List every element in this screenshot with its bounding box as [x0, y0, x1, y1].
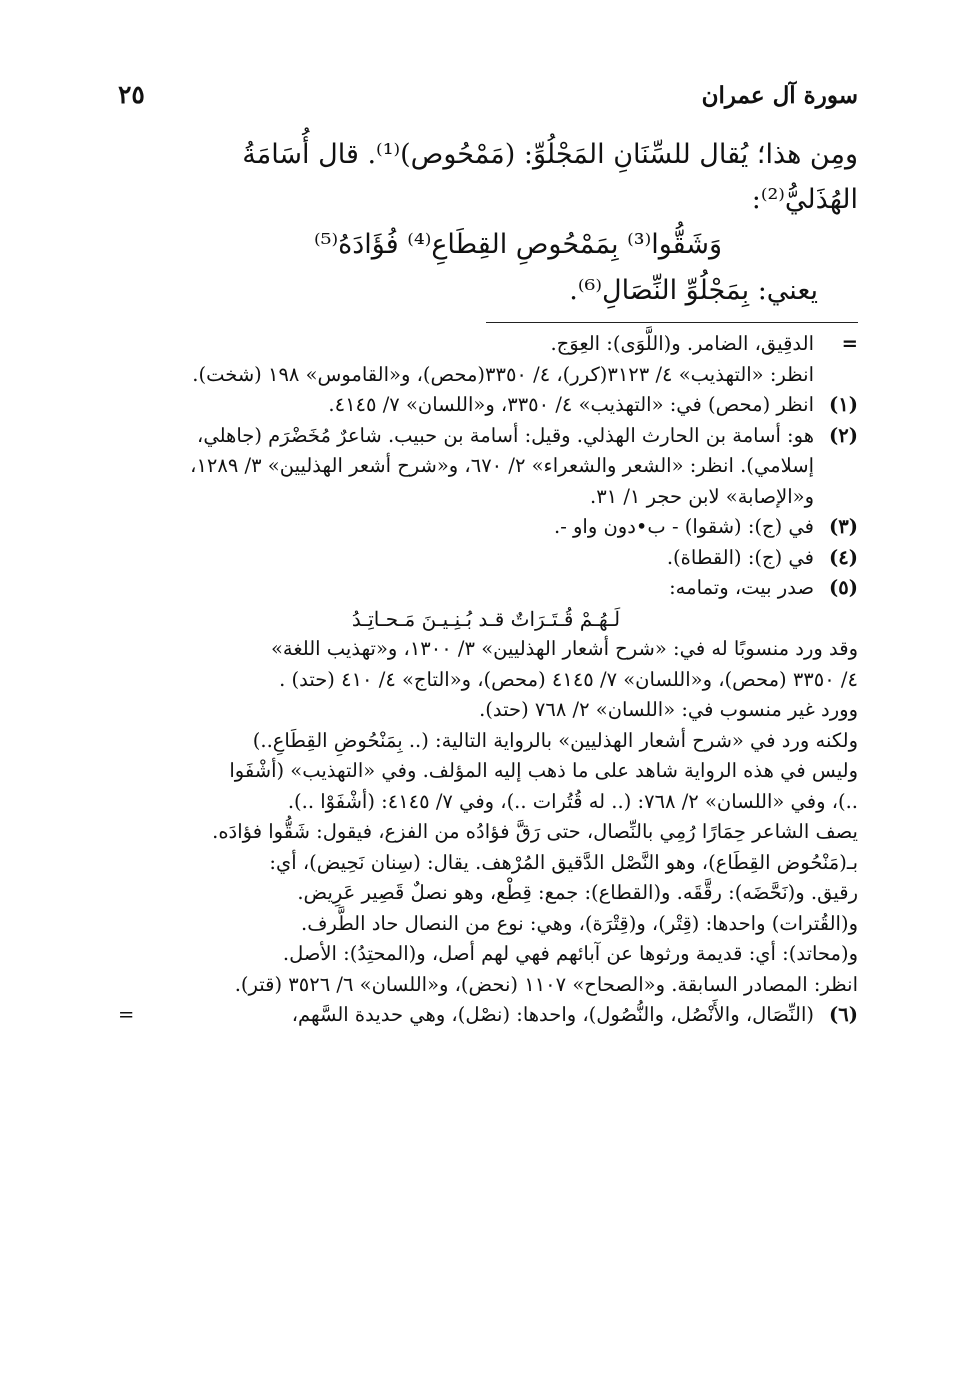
- continuation-marker: =: [118, 1003, 135, 1026]
- main-line: الهُذَليُّ⁽²⁾:: [751, 184, 858, 215]
- poem-hemistich: لَـهُـمْ قُـتَـرَاتٌ قـد بُـنِـيـنَ مَـحـاتِـدُ: [351, 606, 621, 631]
- footnote-line: هو: أسامة بن الحارث الهذلي. وقيل: أسامة بن حبيب. شاعرٌ مُخَضْرَم (جاهلي،: [197, 423, 814, 447]
- footnote-line: في (ج): (القطاة).: [666, 545, 814, 569]
- footnote-number: (٦): [829, 1003, 858, 1026]
- footnote-line: بـ(مَنْحُوض القِطَاع)، وهو النَّصْل الدَّقيق المُرْهف. يقال: (سِنان نَحِيض)، أي:: [269, 850, 858, 874]
- footnote-2: [118, 421, 858, 513]
- main-text: [118, 132, 858, 222]
- footnote-line: في (ج): (شقوا) - ب•دون واو -.: [554, 515, 814, 538]
- footnote-line: يصف الشاعر حِمَارًا رُمِي بالنِّصال، حتى رَقَّ فؤادُه من الفزع، فيقول: شَقُّوا فؤادَه.: [212, 820, 858, 843]
- surah-title: سورة آل عمران: [701, 82, 858, 109]
- footnote-line: (النِّصَال، والأَنْصُل، والنُّصُول)، واحدها: (نصْل)، وهي حديدة السَّهم،: [291, 1003, 814, 1026]
- explanation-line: يعني: بِمَجْلُوِّ النِّصَالِ⁽⁶⁾.: [569, 275, 818, 306]
- footnote-1: [118, 390, 858, 421]
- footnote-number: (٥): [829, 576, 858, 599]
- footnote-line: و«الإصابة» لابن حجر ١/ ٣١.: [589, 484, 814, 508]
- footnote-5: [118, 573, 858, 634]
- footnote-6: [118, 1000, 858, 1031]
- footnote-5-body: [118, 634, 858, 1000]
- footnote-number: (٤): [829, 545, 858, 569]
- footnote-line: انظر: المصادر السابقة. و«الصحاح» ١١٠٧ (نحض)، و«اللسان» ٦/ ٣٥٢٦ (قتر).: [234, 972, 858, 996]
- footnote-line: وقد ورد منسوبًا له في: «شرح أشعار الهذليين» ٣/ ١٣٠٠، و«تهذيب اللغة»: [270, 637, 858, 660]
- footnote-line: وورد غير منسوب في: «اللسان» ٢/ ٧٦٨ (حتد).: [479, 698, 858, 721]
- verse-line: وَشَقُّوا⁽³⁾ بِمَمْحُوصِ القِطَاعِ⁽⁴⁾ فُؤَادَهُ⁽⁵⁾: [314, 229, 722, 260]
- footnote-4: [118, 543, 858, 574]
- footnote-line: انظر (محص) في: «التهذيب» ٤/ ٣٣٥٠، و«اللسان» ٧/ ٤١٤٥.: [328, 393, 814, 416]
- footnote-line: ولكنه ورد في «شرح أشعار الهذليين» بالرواية التالية: (.. بِمَنْحُوضِ القِطَاعِ..): [252, 728, 858, 752]
- continuation-marker: =: [841, 332, 858, 355]
- footnote-line: ..)، وفي «اللسان» ٢/ ٧٦٨: (.. له قُتُرات ..)، وفي ٧/ ٤١٤٥: (أشْفَوْا ..).: [287, 789, 858, 813]
- footnote-number: (٣): [829, 515, 858, 538]
- footnote-continuation: [118, 329, 858, 390]
- footnote-line: رقيق. و(نَحَّضَه): رقَّقَه. و(القطاع): جمع: قِطْع، وهو نصلٌ قَصِير عَرِيض.: [297, 881, 858, 904]
- footnote-number: (١): [829, 393, 858, 416]
- footnote-line: وليس في هذه الرواية شاهد على ما ذهب إليه المؤلف. وفي «التهذيب» (أشْفَوا: [229, 759, 858, 782]
- page-header: [118, 80, 858, 120]
- footnote-line: الدقِيق، الضامر. و(اللَّوَى): العِوَج.: [550, 332, 814, 355]
- page-number: ٢٥: [118, 80, 145, 109]
- footnote-number: (٢): [829, 423, 858, 447]
- footnote-divider: [486, 322, 858, 323]
- footnote-3: [118, 512, 858, 543]
- footnote-line: إسلامي). انظر: «الشعر والشعراء» ٢/ ٦٧٠، و«شرح أشعر الهذليين» ٣/ ١٢٨٩،: [190, 454, 814, 477]
- footnotes: [118, 329, 858, 1031]
- footnote-line: انظر: «التهذيب» ٤/ ٣١٢٣(كرر)، ٤/ ٣٣٥٠(محص)، و«القاموس» ١٩٨ (شخت).: [192, 362, 814, 386]
- footnote-line: ٤/ ٣٣٥٠ (محص)، و«اللسان» ٧/ ٤١٤٥ (محص)، و«التاج» ٤/ ٤١٠ (حتد) .: [279, 667, 858, 691]
- footnote-line: صدر بيت، وتمامه:: [669, 576, 814, 599]
- footnote-line: و(القُترات) واحدها: (قِتْر)، و(قِتْرَة)، وهي: نوع من النصال حاد الطَّرف.: [301, 911, 858, 935]
- page: [118, 80, 858, 1031]
- footnote-line: و(محاتد): أي: قديمة ورثوها عن آبائهم فهي لهم أصل، و(المحتِدُ): الأصل.: [282, 942, 858, 965]
- main-line: ومِن هذا؛ يُقال للسِّنَانِ المَجْلُوِّ: (مَمْحُوص)⁽¹⁾. قال أُسَامَةُ: [242, 139, 858, 170]
